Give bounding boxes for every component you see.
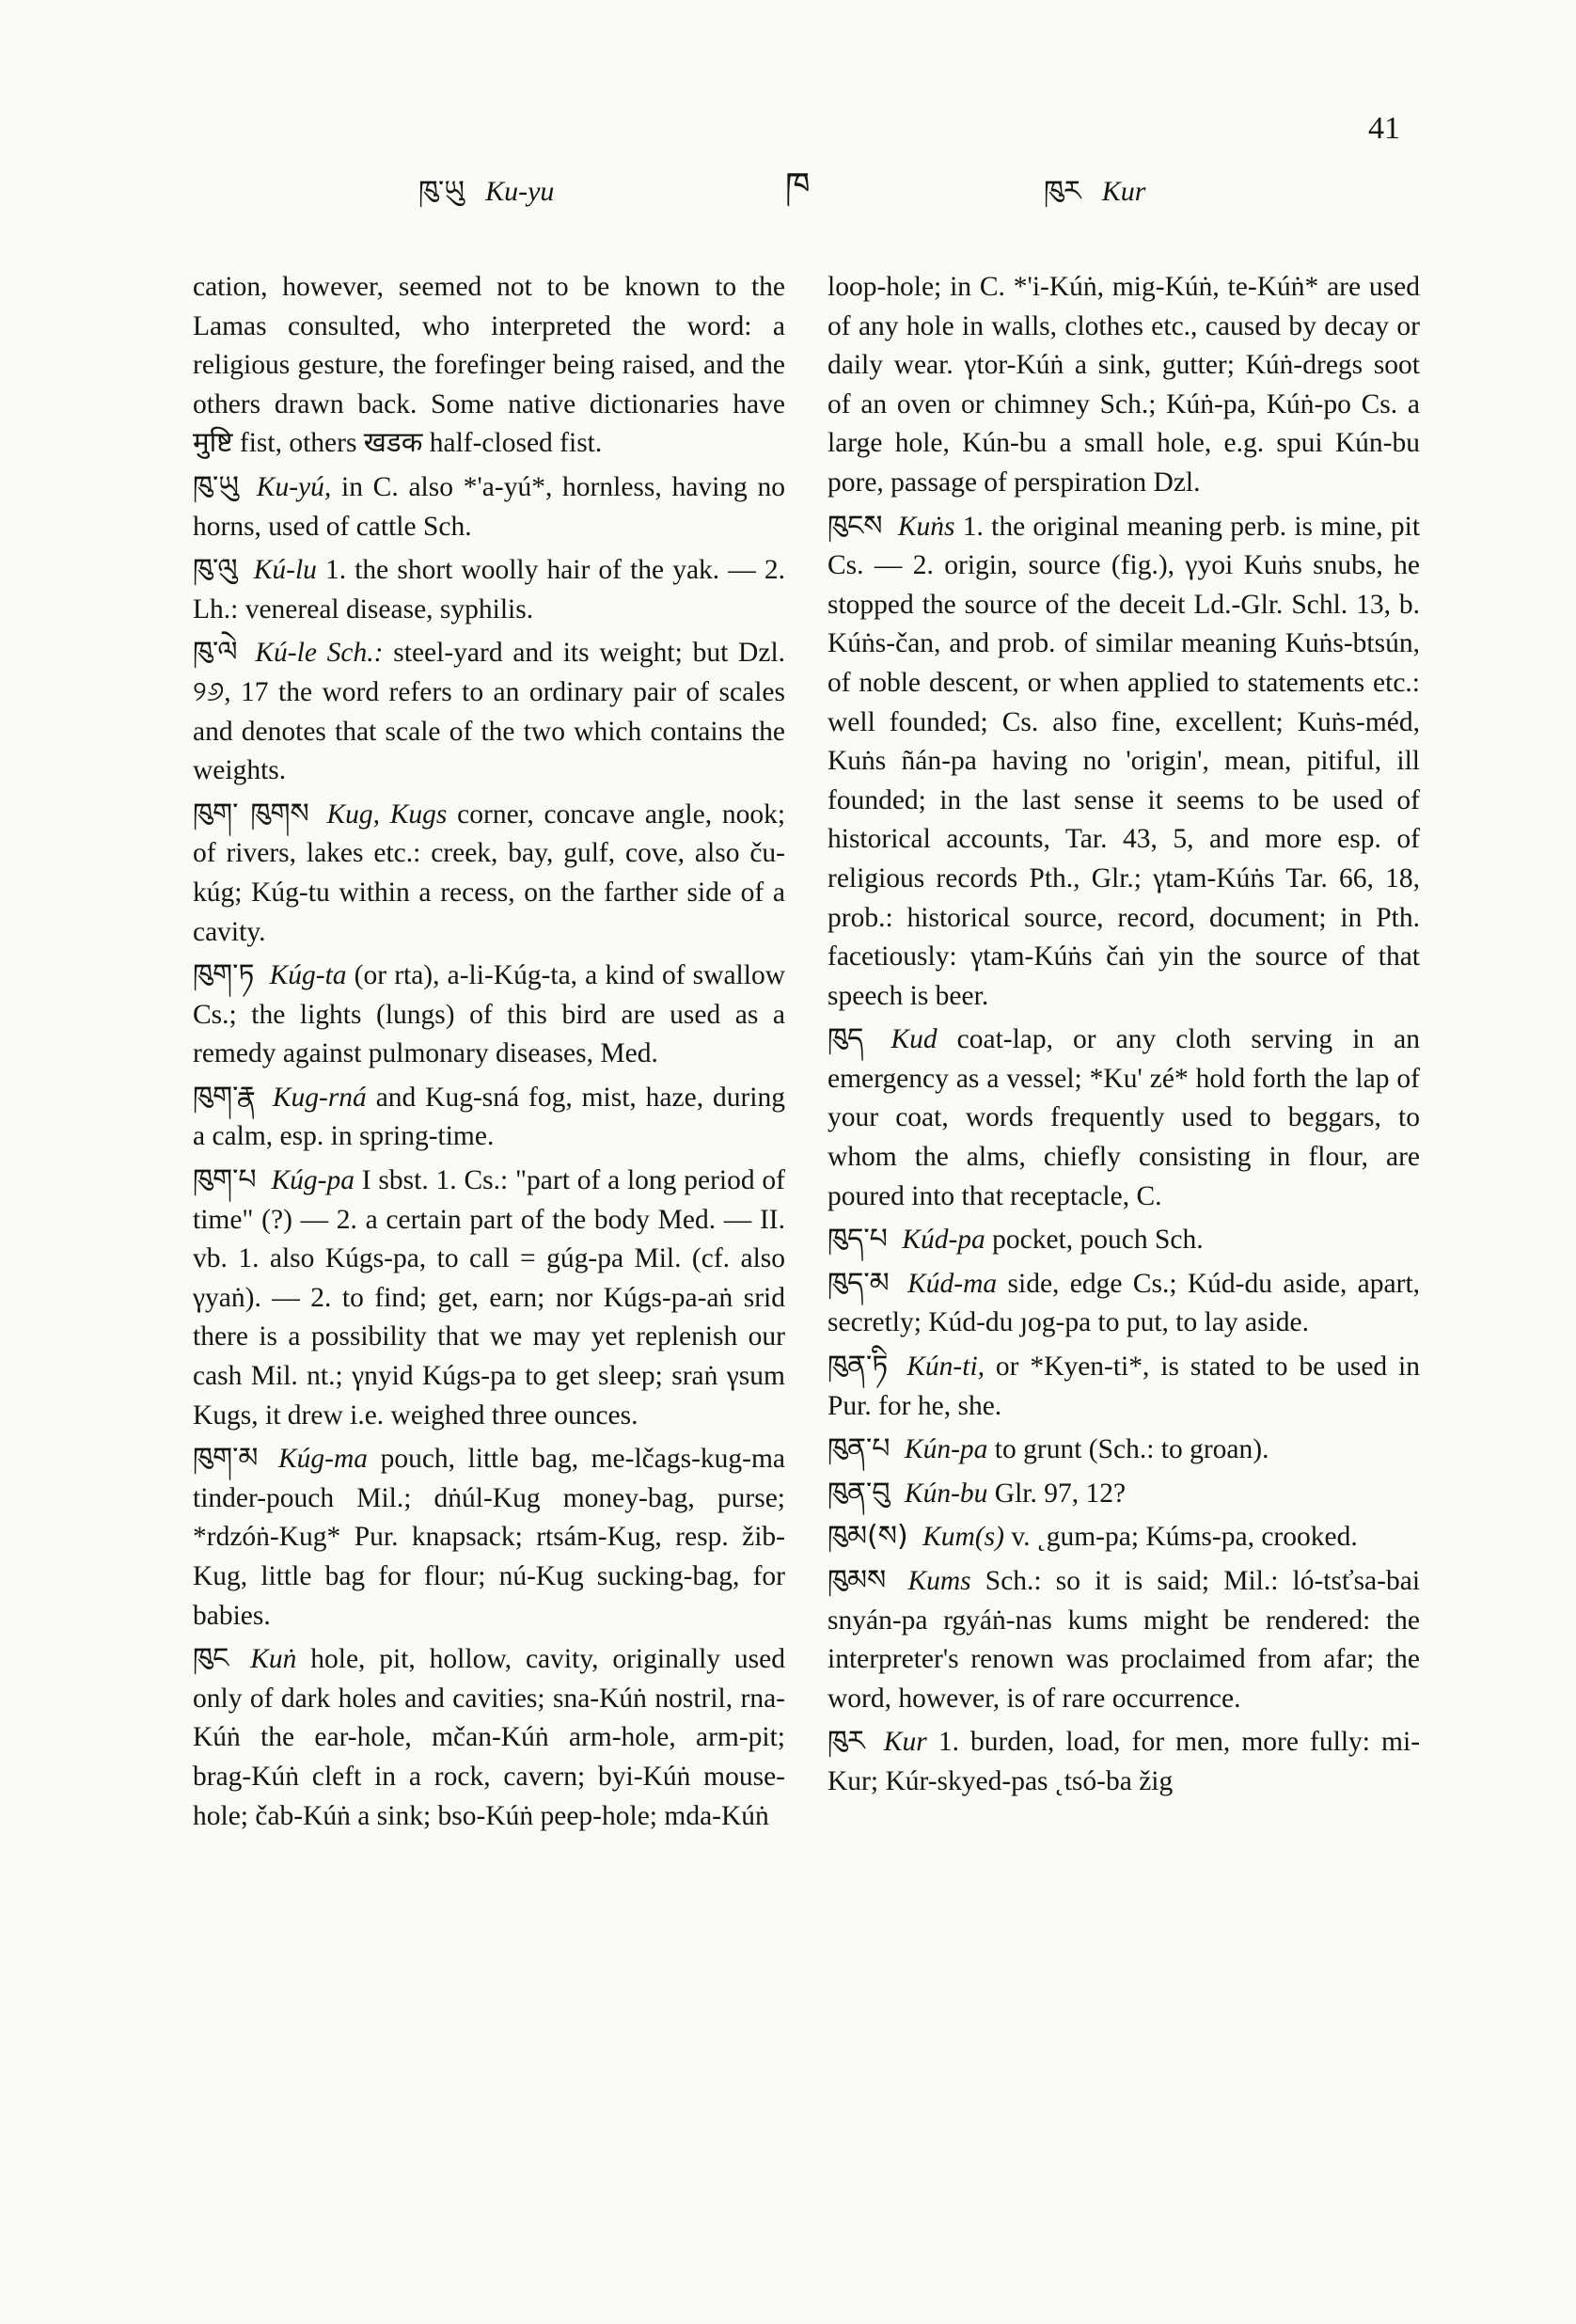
entry-tibetan: ཁུག་ཏ [193, 958, 255, 992]
dictionary-entry [193, 467, 785, 546]
dictionary-entry [193, 1161, 785, 1435]
dictionary-entry [827, 1430, 1420, 1470]
entry-headword: Kúg-pa [271, 1165, 355, 1196]
dictionary-entry [827, 1561, 1420, 1718]
entry-headword: Kug, Kugs [326, 798, 448, 830]
entry-headword: Kuṅ [250, 1644, 297, 1675]
dictionary-entry [827, 1722, 1420, 1801]
entry-tibetan: ཁུན་པ [827, 1432, 890, 1466]
entry-definition: or *Kyen-ti*, is stated to be used in Pur. for he, she. [827, 1352, 1421, 1421]
entry-tibetan: ཁུམས [827, 1564, 887, 1597]
entry-definition: 1. burden, load, for men, more fully: mi-Kur; Kúr-skyed-pas ˛tsó-ba žig [827, 1727, 1421, 1796]
page-number: 41 [1368, 111, 1400, 146]
entry-headword: Ku-yú, [256, 471, 332, 502]
entry-definition: 1. the short woolly hair of the yak. — 2. Lh.: venereal disease, syphilis. [193, 555, 785, 624]
entry-tibetan: ཁུར [827, 1725, 865, 1759]
entry-tibetan: ཁུག་མ [193, 1442, 259, 1476]
right-column [827, 268, 1420, 1806]
entry-tibetan: ཁུང [193, 1642, 229, 1676]
entry-tibetan: ཁུད [827, 1022, 864, 1056]
running-head-right [1044, 160, 1145, 239]
entry-tibetan: ཁུད་པ [827, 1223, 888, 1257]
dictionary-entry [827, 1020, 1420, 1216]
dictionary-entry [827, 1264, 1420, 1343]
entry-headword: Kú-le Sch.: [255, 638, 384, 669]
paragraph-text: cation, however, seemed not to be known to the Lamas consulted, who interpreted the word: a religious gesture, the forefinger being raised, and the others drawn back. Some native dictionaries have मुष्टि fist, others खडक half-closed fist. [193, 272, 785, 459]
running-head-right-latin: Kur [1101, 176, 1146, 207]
entry-tibetan: ཁུ་ཡུ [193, 469, 240, 503]
continued-paragraph [827, 268, 1420, 503]
entry-headword: Kur [883, 1727, 927, 1758]
dictionary-entry [193, 795, 785, 952]
entry-tibetan: ཁུག་པ [193, 1163, 257, 1197]
entry-definition: Glr. 97, 12? [994, 1478, 1127, 1509]
center-letter: ཁ [785, 165, 811, 206]
running-head-right-tibetan: ཁུར [1044, 175, 1081, 208]
entry-definition: (or rta), a-li-Kúg-ta, a kind of swallow Cs.; the lights (lungs) of this bird are used as a remedy against pulmonary diseases, Med. [193, 960, 785, 1069]
entry-definition: Sch.: so it is said; Mil.: ló-tsťsa-bai snyán-pa rgyáṅ-nas kums might be rendered: the interpreter's renown was proclaimed from afar; the word, however, is of rare occurrence. [827, 1566, 1421, 1714]
entry-tibetan: ཁུམ(ས) [827, 1520, 908, 1554]
entry-definition: to grunt (Sch.: to groan). [994, 1434, 1269, 1465]
entry-headword: Kud [890, 1024, 938, 1055]
dictionary-entry [827, 507, 1420, 1017]
dictionary-entry [827, 1220, 1420, 1260]
entry-definition: hole, pit, hollow, cavity, originally used only of dark holes and cavities; sna-Kúṅ nostril, rna-Kúṅ the ear-hole, mčan-Kúṅ arm-hole, arm-pit; brag-Kúṅ cleft in a rock, cavern; byi-Kúṅ mouse-hole; čab-Kúṅ a sink; bso-Kúṅ peep-hole; mda-Kúṅ [193, 1644, 786, 1831]
entry-tibetan: ཁུག་ ཁུགས [193, 797, 309, 830]
dictionary-entry [193, 550, 785, 629]
paragraph-text: loop-hole; in C. *'i-Kúṅ, mig-Kúṅ, te-Kúṅ* are used of any hole in walls, clothes etc., caused by decay or daily wear. γtor-Kúṅ a sink, gutter; Kúṅ-dregs soot of an oven or chimney Sch.; Kúṅ-pa, Kúṅ-po Cs. a large hole, Kún-bu a small hole, e.g. spui Kún-bu pore, passage of perspiration Dzl. [827, 272, 1420, 498]
entry-tibetan: ཁུན་བུ [827, 1476, 890, 1510]
entry-definition: steel-yard and its weight; but Dzl. ୨୬, 17 the word refers to an ordinary pair of scales and denotes that scale of the two which contains the weights. [193, 638, 786, 786]
entry-headword: Kú-lu [253, 555, 317, 586]
entry-definition: pouch, little bag, me-lčags-kug-ma tinder-pouch Mil.; dṅúl-Kug money-bag, purse; *rdzóṅ-Kug* Pur. knapsack; rtsám-Kug, resp. žib-Kug, little bag for flour; nú-Kug sucking-bag, for babies. [193, 1444, 786, 1631]
entry-definition: in C. also *'a-yú*, hornless, having no horns, used of cattle Sch. [193, 471, 785, 542]
entry-definition: 1. the original meaning perb. is mine, pit Cs. — 2. origin, source (fig.), γyoi Kuṅs snubs, he stopped the source of the deceit Ld.-Glr. Schl. 13, b. Kúṅs-čan, and prob. of similar meaning Kuṅs-btsún, of noble descent, or when applied to statements etc.: well founded; Cs. also fine, excellent; Kuṅs-méd, Kuṅs ñán-pa having no 'origin', mean, pitiful, ill founded; in the last sense it seems to be used of historical accounts, Tar. 43, 5, and more esp. of religious records Pth., Glr.; γtam-Kúṅs Tar. 66, 18, prob.: historical source, record, document; in Pth. facetiously: γtam-Kúṅs čaṅ yin the source of that speech is beer. [827, 511, 1421, 1011]
entry-definition: and Kug-sná fog, mist, haze, during a calm, esp. in spring-time. [193, 1082, 785, 1152]
continued-paragraph [193, 268, 785, 464]
dictionary-entry [827, 1474, 1420, 1514]
running-head-left-tibetan: ཁུ་ཡུ [418, 175, 465, 208]
entry-headword: Kuṅs [897, 511, 955, 542]
entry-headword: Kum(s) [922, 1522, 1004, 1553]
dictionary-entry [193, 633, 785, 790]
entry-definition: pocket, pouch Sch. [992, 1225, 1204, 1256]
entry-headword: Kúg-ta [269, 960, 347, 991]
entry-tibetan: ཁུན་ཏི [827, 1350, 889, 1383]
entry-headword: Kums [907, 1566, 971, 1596]
entry-headword: Kúg-ma [278, 1444, 369, 1475]
entry-headword: Kúd-ma [907, 1268, 998, 1299]
entry-tibetan: ཁུངས [827, 509, 883, 543]
dictionary-entry [193, 956, 785, 1074]
entry-headword: Kúd-pa [902, 1225, 985, 1256]
dictionary-entry [827, 1347, 1420, 1426]
entry-headword: Kug-rná [272, 1082, 367, 1113]
entry-definition: side, edge Cs.; Kúd-du aside, apart, secretly; Kúd-du ȷog-pa to put, to lay aside. [827, 1268, 1421, 1338]
left-column [193, 268, 785, 1840]
entry-definition: coat-lap, or any cloth serving in an emergency as a vessel; *Ku' zé* hold forth the lap of your coat, words frequently used to beggars, to whom the alms, chiefly consisting in flour, are poured into that receptacle, C. [827, 1024, 1421, 1211]
entry-definition: v. ˛gum-pa; Kúms-pa, crooked. [1011, 1522, 1358, 1553]
entry-headword: Kún-bu [904, 1478, 988, 1509]
entry-definition: I sbst. 1. Cs.: "part of a long period of time" (?) — 2. a certain part of the body Med. — II. vb. 1. also Kúgs-pa, to call = gúg-pa Mil. (cf. also γyaṅ). — 2. to find; get, earn; nor Kúgs-pa-aṅ srid there is a possibility that we may yet replenish our cash Mil. nt.; γnyid Kúgs-pa to get sleep; sraṅ γsum Kugs, it drew i.e. weighed three ounces. [193, 1165, 785, 1431]
entry-tibetan: ཁུ་ལེ [193, 636, 238, 670]
running-head-left [418, 160, 554, 239]
dictionary-entry [827, 1517, 1420, 1557]
dictionary-entry [193, 1639, 785, 1836]
entry-definition: corner, concave angle, nook; of rivers, lakes etc.: creek, bay, gulf, cove, also ču-kúg; Kúg-tu within a recess, on the farther side of a cavity. [193, 798, 786, 947]
running-head-left-latin: Ku-yu [485, 176, 555, 207]
entry-tibetan: ཁུ་ལུ [193, 553, 238, 587]
entry-tibetan: ཁུད་མ [827, 1266, 890, 1300]
entry-tibetan: ཁུག་རྣ [193, 1080, 256, 1114]
dictionary-entry [193, 1078, 785, 1157]
dictionary-entry [193, 1439, 785, 1636]
entry-headword: Kún-pa [904, 1434, 988, 1465]
entry-headword: Kún-ti, [906, 1352, 985, 1383]
